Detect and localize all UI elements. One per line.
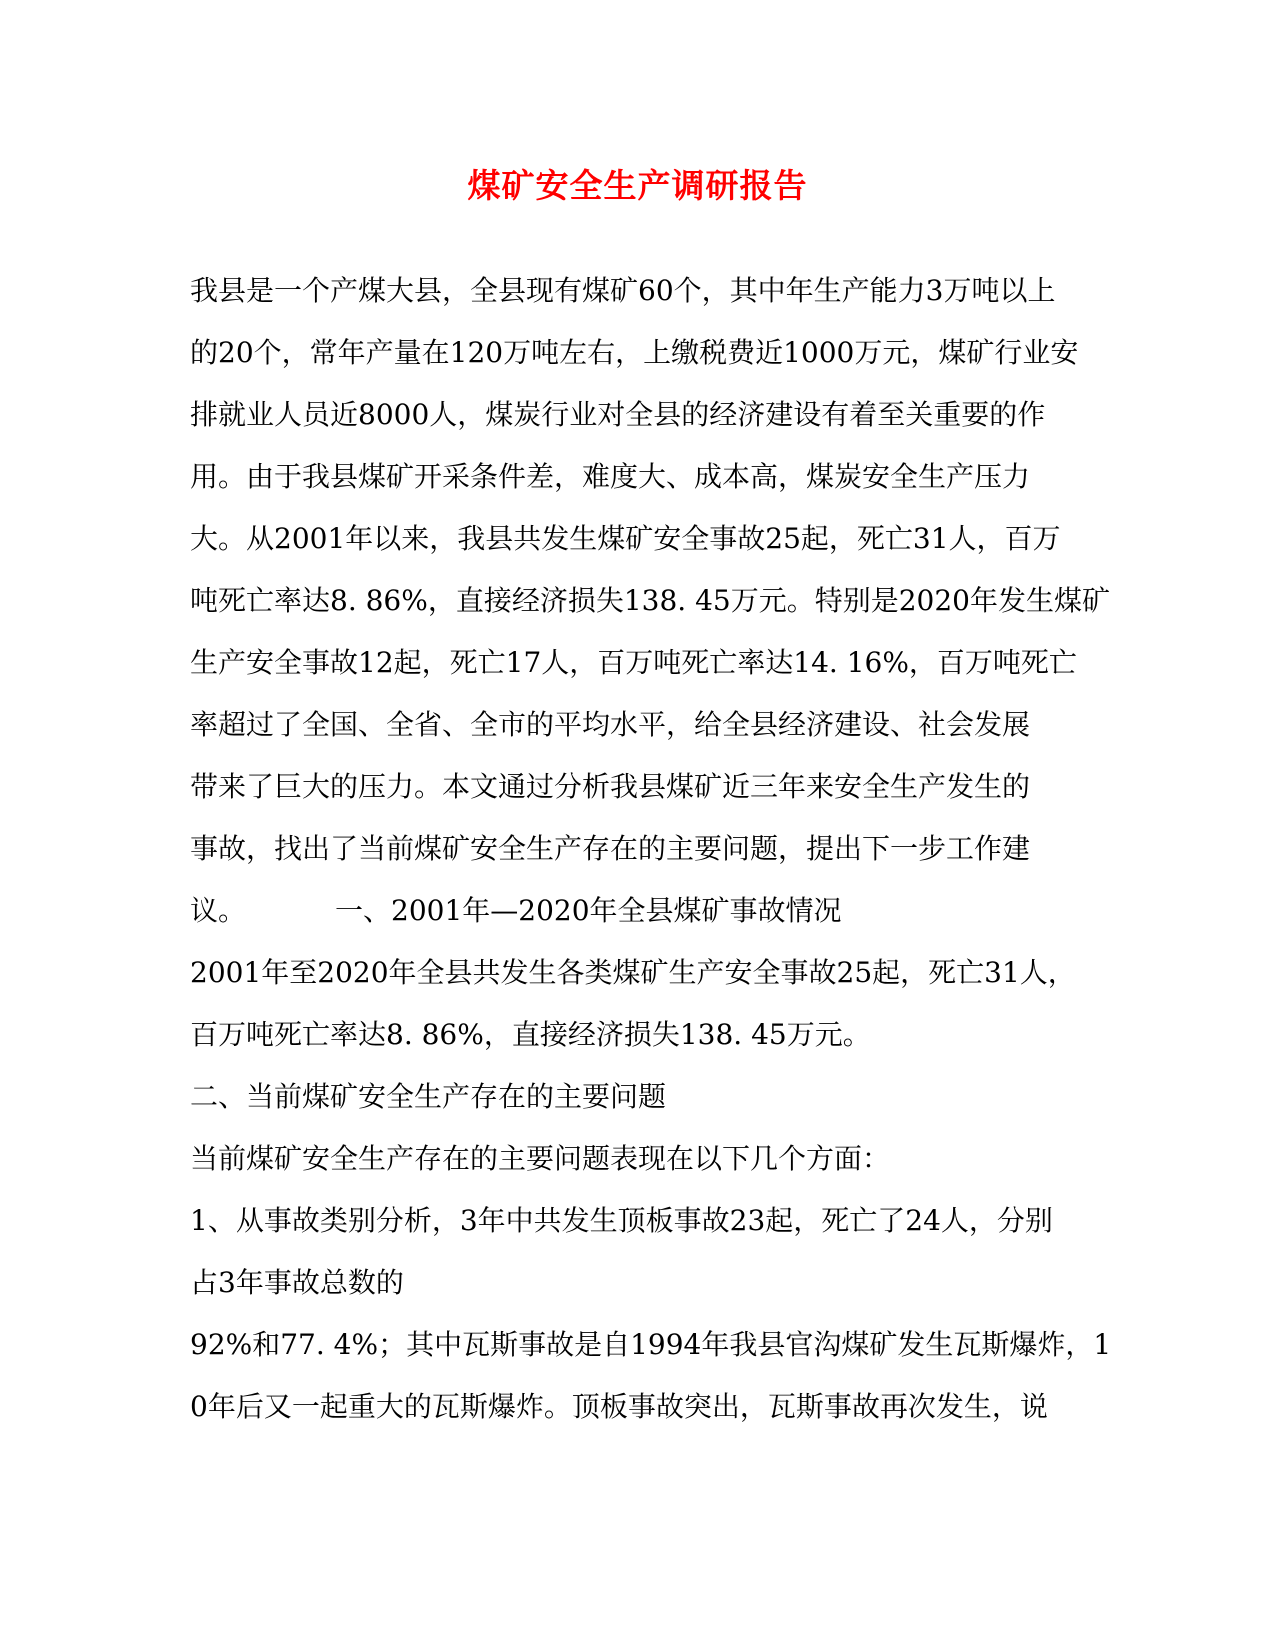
body-line: 0年后又一起重大的瓦斯爆炸。顶板事故突出，瓦斯事故再次发生，说	[190, 1390, 1048, 1423]
body-line: 事故，找出了当前煤矿安全生产存在的主要问题，提出下一步工作建	[190, 832, 1031, 865]
body-line: 的20个，常年产量在120万吨左右，上缴税费近1000万元，煤矿行业安	[190, 336, 1079, 369]
body-line: 当前煤矿安全生产存在的主要问题表现在以下几个方面：	[190, 1142, 891, 1175]
body-line: 生产安全事故12起，死亡17人，百万吨死亡率达14. 16%，百万吨死亡	[190, 646, 1077, 679]
body-line: 1、从事故类别分析，3年中共发生顶板事故23起，死亡了24人，分别	[190, 1204, 1053, 1237]
body-line: 92%和77. 4%；其中瓦斯事故是自1994年我县官沟煤矿发生瓦斯爆炸，1	[190, 1328, 1112, 1361]
body-line: 我县是一个产煤大县，全县现有煤矿60个，其中年生产能力3万吨以上	[190, 274, 1056, 307]
body-line: 率超过了全国、全省、全市的平均水平，给全县经济建设、社会发展	[190, 708, 1031, 741]
body-line: 大。从2001年以来，我县共发生煤矿安全事故25起，死亡31人，百万	[190, 522, 1061, 555]
body-line: 百万吨死亡率达8. 86%，直接经济损失138. 45万元。	[190, 1018, 871, 1051]
section-heading-2: 二、当前煤矿安全生产存在的主要问题	[190, 1080, 667, 1113]
body-line: 2001年至2020年全县共发生各类煤矿生产安全事故25起，死亡31人，	[190, 956, 1076, 989]
body-line: 用。由于我县煤矿开采条件差，难度大、成本高，煤炭安全生产压力	[190, 460, 1031, 493]
body-line: 吨死亡率达8. 86%，直接经济损失138. 45万元。特别是2020年发生煤矿	[190, 584, 1110, 617]
document-title: 煤矿安全生产调研报告	[467, 166, 808, 205]
body-line: 占3年事故总数的	[190, 1266, 404, 1299]
section-heading-1: 议。 一、2001年—2020年全县煤矿事故情况	[190, 894, 842, 927]
body-line: 带来了巨大的压力。本文通过分析我县煤矿近三年来安全生产发生的	[190, 770, 1031, 803]
body-line: 排就业人员近8000人，煤炭行业对全县的经济建设有着至关重要的作	[190, 398, 1046, 431]
